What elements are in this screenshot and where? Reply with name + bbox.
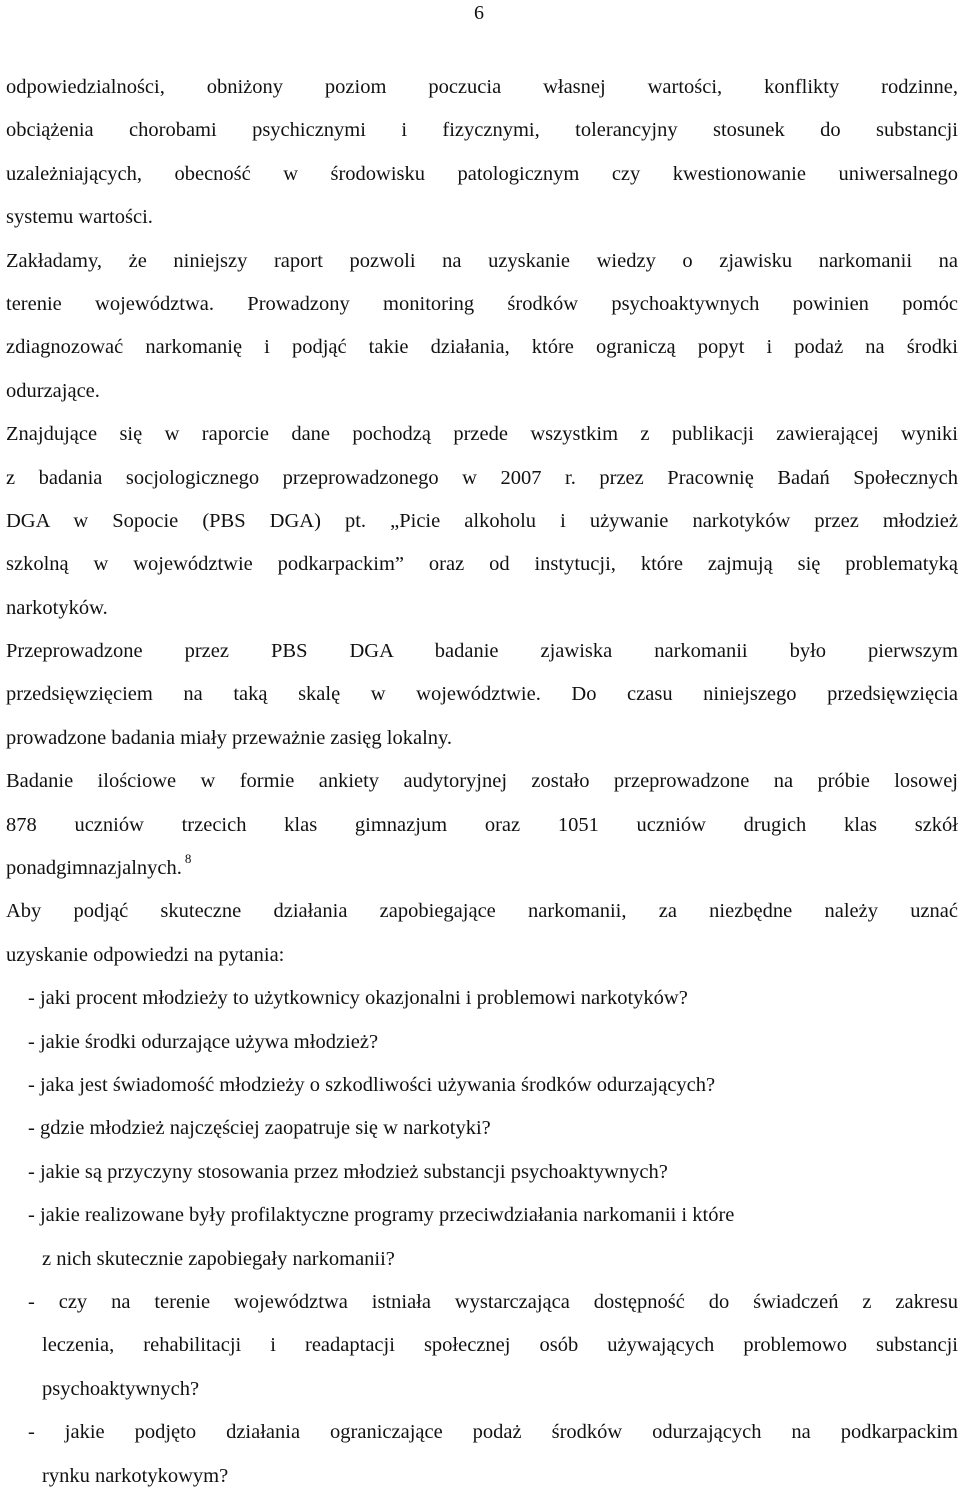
paragraph-line: zdiagnozować narkomanię i podjąć takie działania, które ograniczą popyt i podaż na środki — [6, 336, 958, 359]
question-item: - jakie podjęto działania ograniczające podaż środków odurzających na podkarpackim — [28, 1421, 958, 1444]
paragraph-line: Przeprowadzone przez PBS DGA badanie zjawiska narkomanii było pierwszym — [6, 640, 958, 663]
footnote-reference: 8 — [184, 851, 192, 867]
paragraph-line: DGA w Sopocie (PBS DGA) pt. „Picie alkoholu i używanie narkotyków przez młodzież — [6, 509, 958, 532]
paragraph-line: prowadzone badania miały przeważnie zasięg lokalny. — [6, 726, 453, 749]
paragraph-line: Znajdujące się w raporcie dane pochodzą przede wszystkim z publikacji zawierającej wyniki — [6, 423, 958, 446]
question-item-continuation: leczenia, rehabilitacji i readaptacji społecznej osób używających problemowo substancji — [42, 1334, 958, 1357]
question-item: - gdzie młodzież najczęściej zaopatruje się w narkotyki? — [28, 1117, 491, 1140]
question-item-continuation: rynku narkotykowym? — [42, 1464, 229, 1487]
document-body — [6, 66, 958, 1498]
paragraph-line: Aby podjąć skuteczne działania zapobiegające narkomanii, za niezbędne należy uznać — [6, 900, 958, 923]
paragraph-line: obciążenia chorobami psychicznymi i fizycznymi, tolerancyjny stosunek do substancji — [6, 119, 958, 142]
paragraph-text: ponadgimnazjalnych. — [6, 857, 182, 880]
paragraph-line: przedsięwzięciem na taką skalę w województwie. Do czasu niniejszego przedsięwzięcia — [6, 683, 958, 706]
paragraph-line: odpowiedzialności, obniżony poziom poczucia własnej wartości, konflikty rodzinne, — [6, 76, 958, 98]
paragraph-line: uzyskanie odpowiedzi na pytania: — [6, 943, 285, 966]
question-item: - jaki procent młodzieży to użytkownicy okazjonalni i problemowi narkotyków? — [28, 987, 688, 1010]
paragraph-line: systemu wartości. — [6, 206, 153, 229]
paragraph-line: z badania socjologicznego przeprowadzonego w 2007 r. przez Pracownię Badań Społecznych — [6, 466, 958, 489]
question-item: - czy na terenie województwa istniała wystarczająca dostępność do świadczeń z zakresu — [28, 1290, 958, 1313]
question-item-continuation: psychoaktywnych? — [42, 1377, 200, 1400]
question-item: - jakie środki odurzające używa młodzież? — [28, 1030, 379, 1053]
question-item: - jaka jest świadomość młodzieży o szkodliwości używania środków odurzających? — [28, 1073, 716, 1096]
paragraph-line: uzależniających, obecność w środowisku patologicznym czy kwestionowanie uniwersalnego — [6, 162, 958, 185]
question-item: - jakie są przyczyny stosowania przez młodzież substancji psychoaktywnych? — [28, 1160, 668, 1183]
paragraph-line: szkolną w województwie podkarpackim” oraz od instytucji, które zajmują się problematyką — [6, 553, 958, 576]
question-item: - jakie realizowane były profilaktyczne programy przeciwdziałania narkomanii i które — [28, 1204, 735, 1227]
paragraph-line: odurzające. — [6, 379, 100, 402]
paragraph-line: Zakładamy, że niniejszy raport pozwoli na uzyskanie wiedzy o zjawisku narkomanii na — [6, 249, 958, 272]
paragraph-line: terenie województwa. Prowadzony monitoring środków psychoaktywnych powinien pomóc — [6, 292, 958, 315]
page-number: 6 — [474, 2, 484, 24]
paragraph-line: narkotyków. — [6, 596, 108, 619]
paragraph-line: Badanie ilościowe w formie ankiety audytoryjnej zostało przeprowadzone na próbie losowej — [6, 770, 958, 793]
paragraph-line: 878 uczniów trzecich klas gimnazjum oraz 1051 uczniów drugich klas szkół — [6, 813, 958, 836]
paragraph-line — [6, 847, 958, 890]
question-item-continuation: z nich skutecznie zapobiegały narkomanii? — [42, 1247, 395, 1270]
